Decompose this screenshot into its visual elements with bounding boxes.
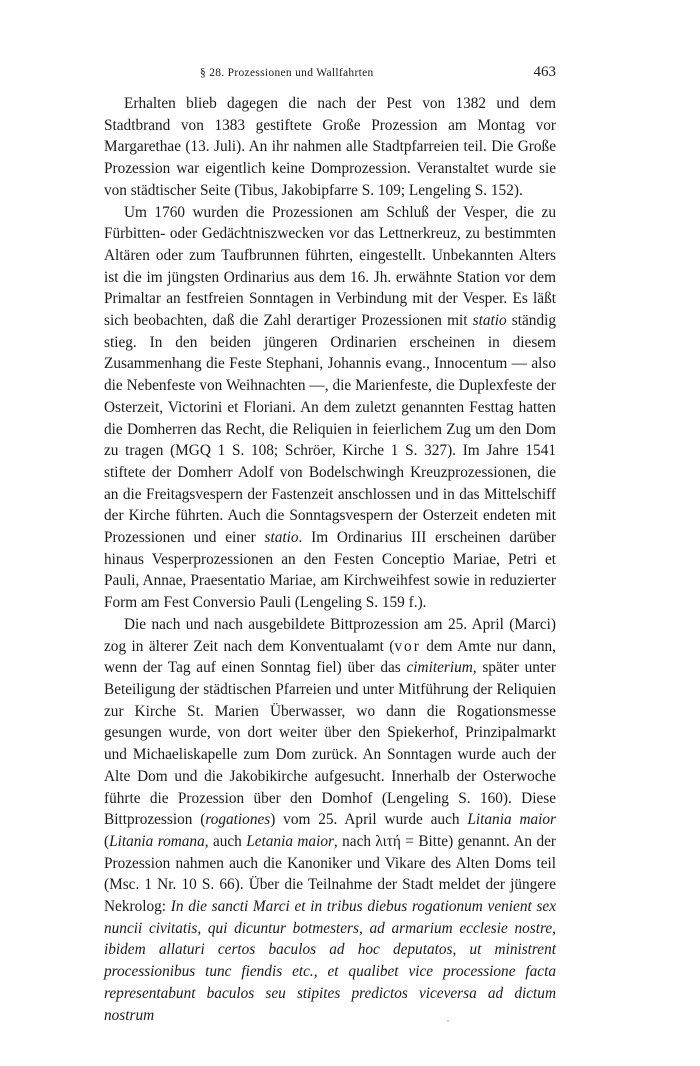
text-run: Die nach und nach ausgebildete Bittprozession am 25. April (Marci) zog in älterer Zeit nach dem Konventualamt ( — [104, 615, 556, 655]
italic-text: rogationes — [205, 811, 271, 829]
page-header — [104, 64, 556, 88]
italic-text: Litania maior — [467, 811, 557, 829]
text-run: , nach λιτή = Bitte) genannt. An der Prozession nahmen auch die Kanoniker und Vikare des Alten Doms teil (Msc. 1 Nr. 10 S. 66). Über die Teilnahme der Stadt meldet der jüngere Nekrolog: — [104, 832, 556, 916]
text-run: ( — [104, 832, 110, 850]
text-run: Erhalten blieb dagegen die nach der Pest von 1382 und dem Stadtbrand von 1383 gestiftete Große Prozession am Montag vor Margarethae (13. Juli). An ihr nahmen alle Stadtpfarreien teil. Die Große Prozession war eigentlich keine Domprozession. Veranstaltet wurde sie von städtischer Seite (Tibus, Jakobipfarre S. 109; Lengeling S. 152). — [104, 95, 556, 199]
text-run: , auch — [204, 832, 247, 850]
italic-text: Litania romana — [109, 832, 205, 850]
text-run: ) vom 25. April wurde auch — [270, 811, 468, 829]
running-title: § 28. Prozessionen und Wallfahrten — [200, 67, 374, 79]
text-run: Um 1760 wurden die Prozessionen am Schluß der Vesper, die zu Fürbitten- oder Gedächtniszwecken vor das Lettnerkreuz, zu bestimmten Altären oder zum Taufbrunnen führten, eingestellt. Unbekannten Alters ist die im jüngsten Ordinarius aus dem 16. Jh. erwähnte Station vor dem Primaltar an festfreien Sonntagen in Verbindung mit der Vesper. Es läßt sich beobachten, daß die Zahl derartiger Prozessionen mit — [104, 203, 556, 330]
italic-text: statio — [472, 312, 507, 330]
scan-speck — [447, 1020, 449, 1022]
text-run: , später unter Beteiligung der städtischen Pfarreien und unter Mitführung der Reliquien zur Kirche St. Marien Überwasser, wo dann die Rogationsmesse gesungen wurde, von dort weiter über den Spiekerhof, Prinzipalmarkt und Michaeliskapelle zum Dom zurück. An Sonntagen wurde auch der Alte Dom und die Jakobikirche aufgesucht. Innerhalb der Osterwoche führte die Prozession über den Domhof (Lengeling S. 160). Diese Bittprozession ( — [104, 659, 556, 829]
text-run: ständig stieg. In den beiden jüngeren Ordinarien erscheinen in diesem Zusammenhang die Feste Stephani, Johannis evang., Innocentum — also die Nebenfeste von Weihnachten —, die Marienfeste, die Duplexfeste der Osterzeit, Victorini et Floriani. An dem zuletzt genannten Festtag hatten die Domherren das Recht, die Reliquien in feierlichem Zug um den Dom zu tragen (MGQ 1 S. 108; Schröer, Kirche 1 S. 327). Im Jahre 1541 stiftete der Domherr Adolf von Bodelschwingh Kreuzprozessionen, die an die Freitagsvespern der Fastenzeit anschlossen und in das Mittelschiff der Kirche führten. Auch die Sonntagsvespern der Osterzeit endeten mit Prozessionen und einer — [104, 312, 556, 547]
italic-text: Letania maior — [246, 832, 334, 850]
italic-text: In die sancti Marci et in tribus diebus rogationum venient sex nuncii civitatis, qui dicuntur botmesters, ad armarium ecclesie nostre, ibidem allaturi certos baculos ad hoc deputatos, ut ministrent processionibus tunc fiendis etc., et qualibet vice processione facta representabunt baculos seu stipites predictos viceversa ad dictum nostrum — [104, 898, 556, 1024]
paragraph — [104, 614, 556, 1026]
italic-text: cimiterium — [406, 659, 473, 677]
paragraph — [104, 202, 556, 614]
spaced-text: vor — [394, 637, 421, 655]
text-run: dem Amte nur dann, wenn der Tag auf einen Sonntag fiel) über das — [104, 637, 556, 677]
body-text — [104, 93, 556, 1026]
italic-text: statio — [264, 529, 299, 547]
page-number: 463 — [533, 64, 556, 80]
text-run: . Im Ordinarius III erscheinen darüber hinaus Vesperprozessionen an den Festen Conceptio Mariae, Petri et Pauli, Annae, Praesentatio Mariae, am Kirchweihfest sowie in reduzierter Form am Fest Conversio Pauli (Lengeling S. 159 f.). — [104, 529, 556, 612]
paragraph — [104, 93, 556, 202]
